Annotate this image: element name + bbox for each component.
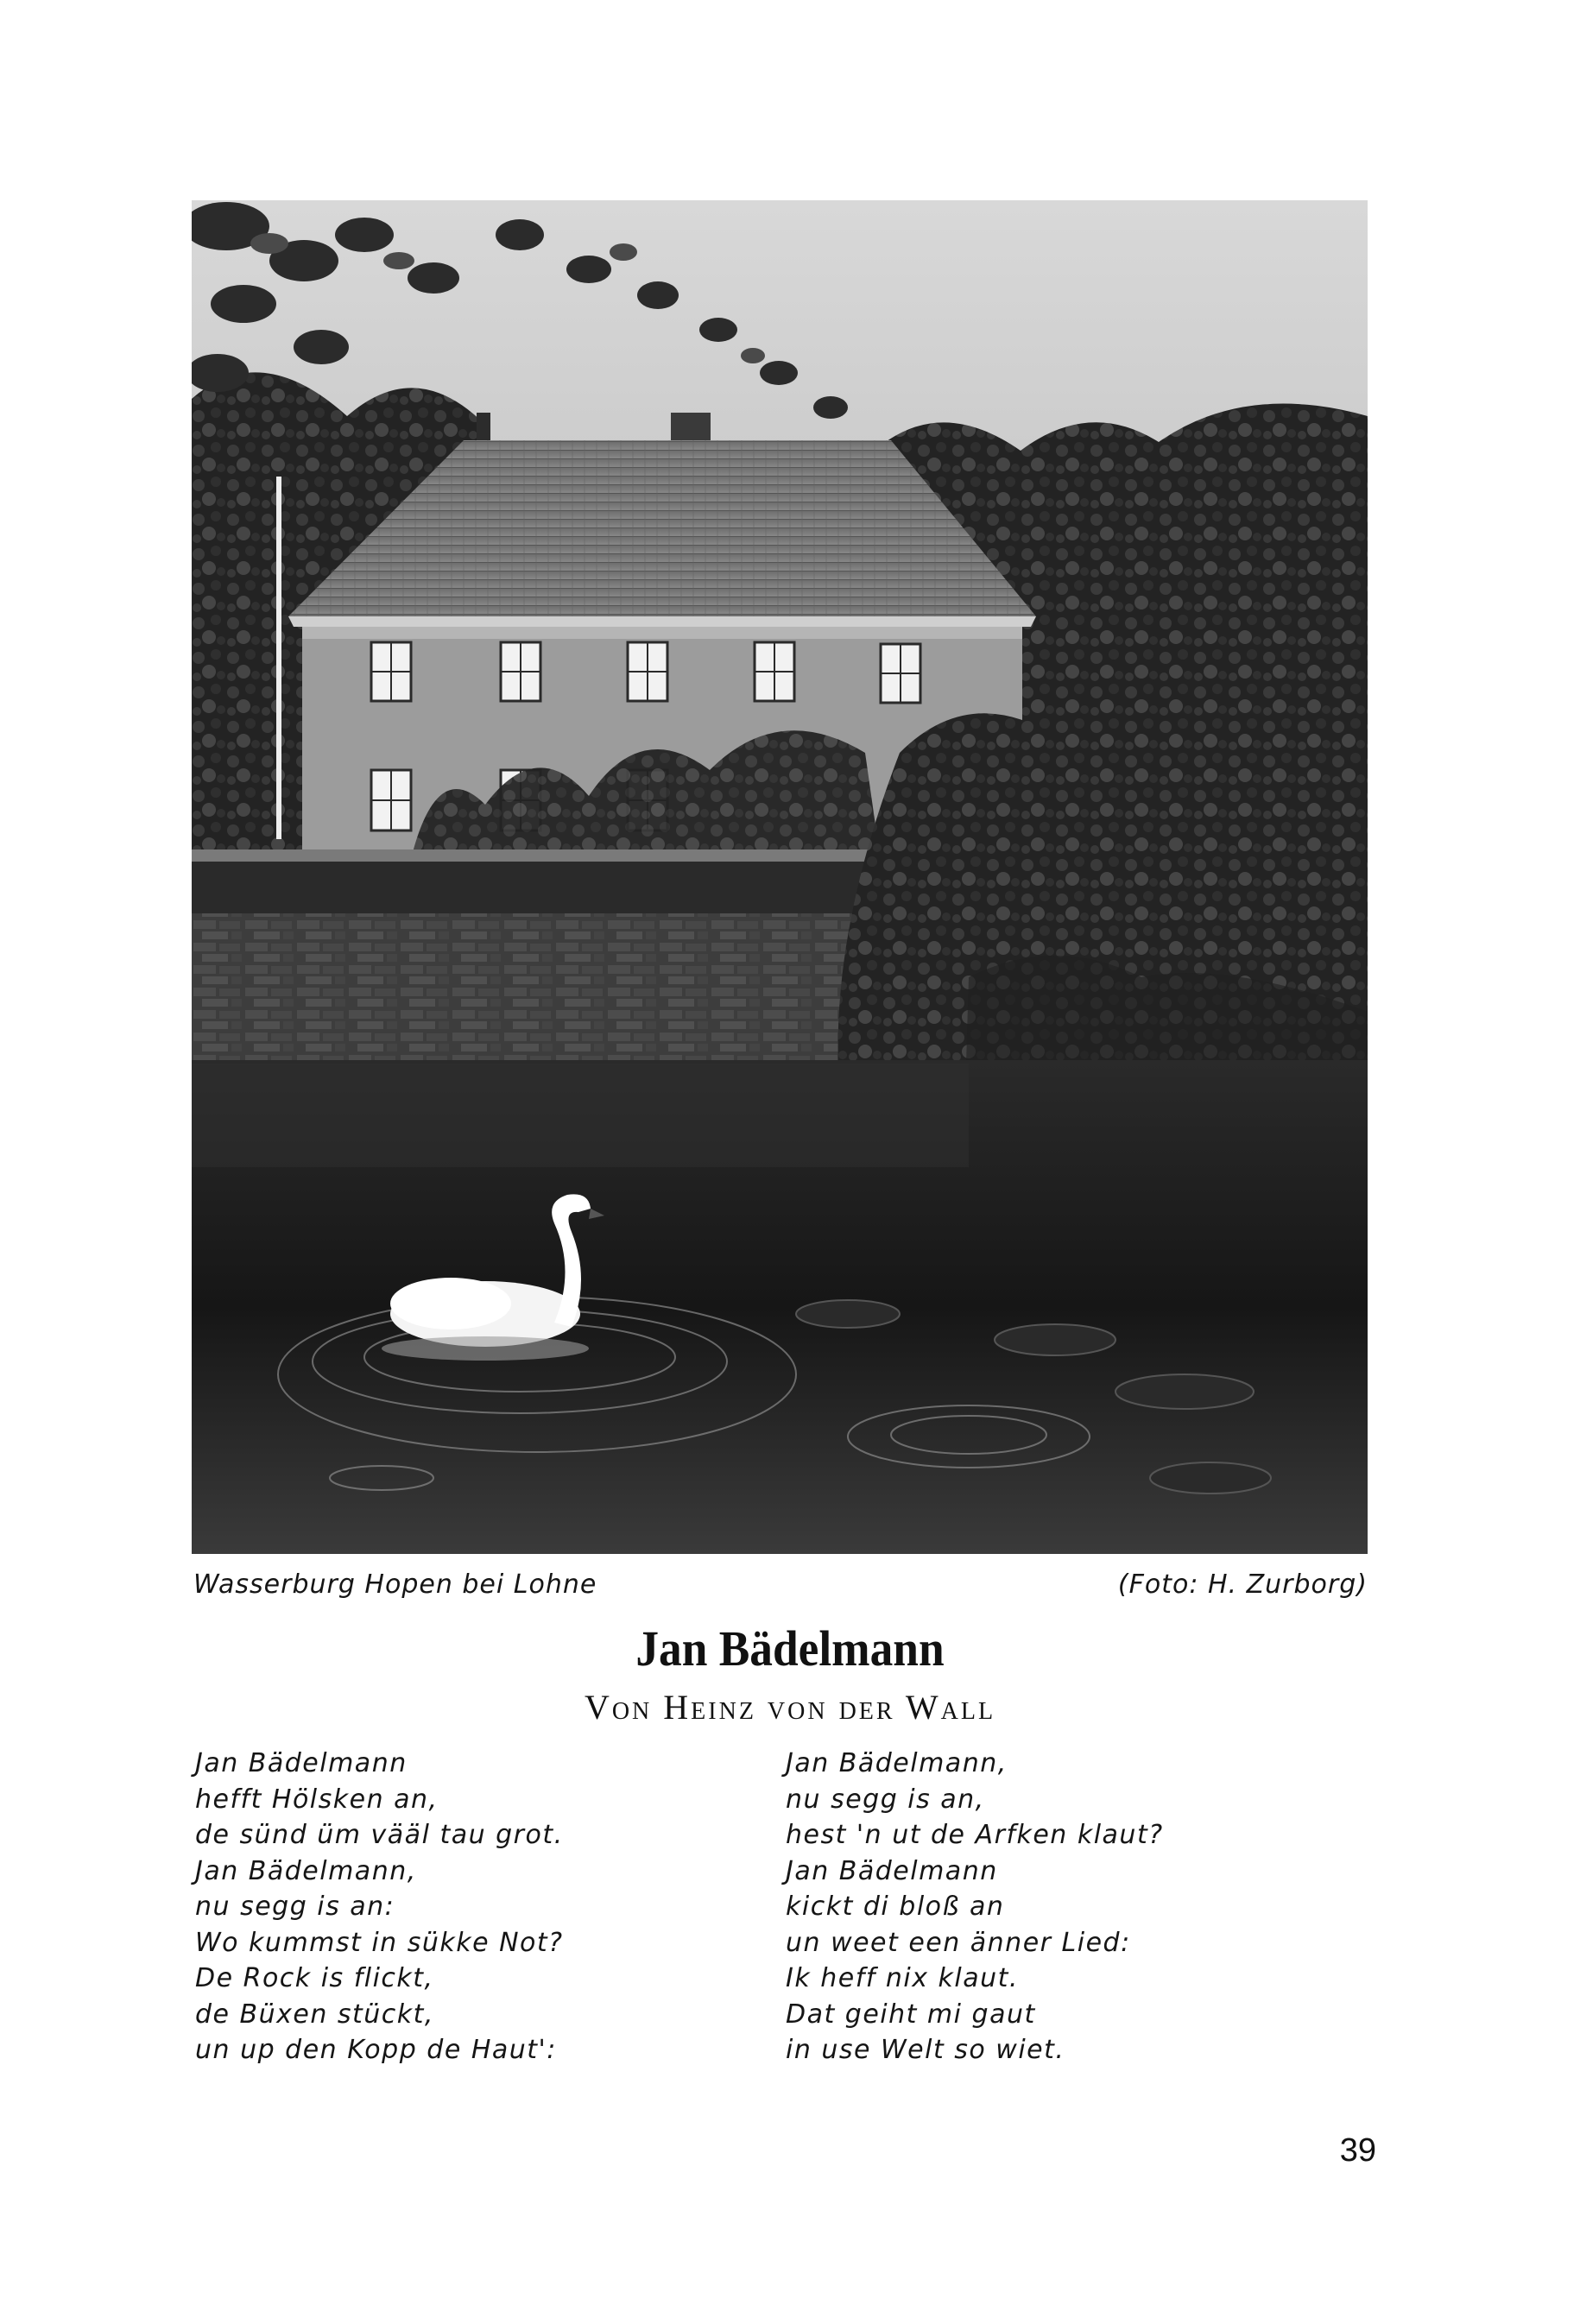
poem-line: kickt di bloß an bbox=[786, 1891, 1005, 1922]
poem-line: hefft Hölsken an, bbox=[195, 1784, 439, 1815]
photograph-wasserburg bbox=[192, 200, 1368, 1554]
poem-line: Jan Bädelmann bbox=[195, 1748, 408, 1778]
author-byline: Von Heinz von der Wall bbox=[584, 1688, 996, 1727]
poem-line: Jan Bädelmann, bbox=[195, 1855, 417, 1886]
poem-line: de Büxen stückt, bbox=[195, 1999, 434, 2030]
poem-line: un weet een änner Lied: bbox=[786, 1927, 1131, 1958]
poem-line: nu segg is an, bbox=[786, 1784, 985, 1815]
poem-stanza-right bbox=[786, 1746, 1164, 2068]
poem-line: nu segg is an: bbox=[195, 1891, 395, 1922]
poem-line: un up den Kopp de Haut': bbox=[195, 2035, 557, 2065]
photo-caption: Wasserburg Hopen bei Lohne bbox=[193, 1569, 597, 1600]
poem-stanza-left bbox=[195, 1746, 564, 2068]
poem-line: Jan Bädelmann, bbox=[786, 1748, 1008, 1778]
poem-line: de sünd üm vääl tau grot. bbox=[195, 1820, 564, 1850]
poem-line: hest 'n ut de Arfken klaut? bbox=[786, 1820, 1164, 1850]
poem-title: Jan Bädelmann bbox=[635, 1620, 945, 1677]
poem-line: Jan Bädelmann bbox=[786, 1855, 998, 1886]
photo-credit: (Foto: H. Zurborg) bbox=[1117, 1569, 1368, 1600]
page-number: 39 bbox=[1339, 2132, 1376, 2169]
poem-line: Ik heff nix klaut. bbox=[786, 1963, 1019, 1993]
poem-line: De Rock is flickt, bbox=[195, 1963, 434, 1993]
poem-line: in use Welt so wiet. bbox=[786, 2035, 1065, 2065]
photo-illustration bbox=[192, 200, 1368, 1554]
poem-line: Dat geiht mi gaut bbox=[786, 1999, 1036, 2030]
poem-line: Wo kummst in sükke Not? bbox=[195, 1927, 564, 1958]
